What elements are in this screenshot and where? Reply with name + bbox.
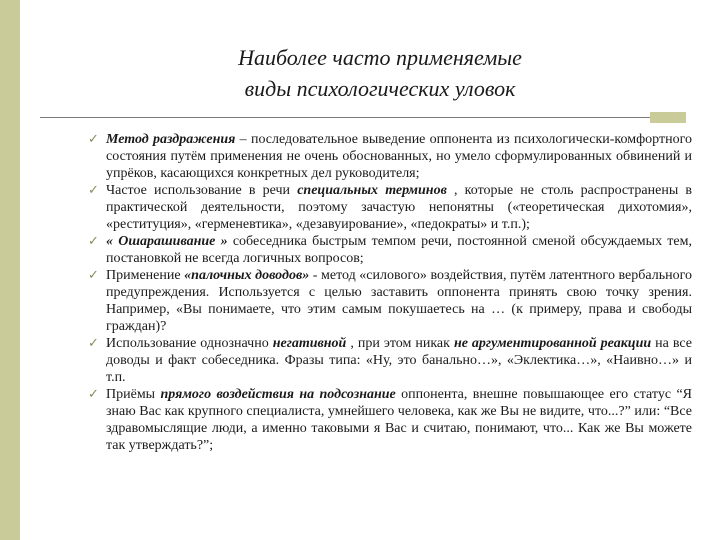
list-item <box>88 131 692 182</box>
list-item <box>88 182 692 233</box>
item-text: Применение <box>106 268 185 283</box>
emphasized-term: прямого воздействия на подсознание <box>160 387 396 402</box>
slide-title <box>60 42 700 104</box>
divider-accent-block <box>650 112 686 123</box>
list-item <box>88 386 692 454</box>
emphasized-term: «палочных доводов» <box>184 268 310 283</box>
title-line-1: Наиболее часто применяемые <box>238 45 522 70</box>
item-text: на все доводы и факт собеседника. Фразы типа: «Ну, это банально…», «Эклектика…», «Наивно…» и т.п. <box>106 336 692 385</box>
checkmark-bullet-icon: ✓ <box>88 234 99 249</box>
checkmark-bullet-icon: ✓ <box>88 268 99 283</box>
item-text: - метод «силового» воздействия, путём латентного вербального предупреждения. Используется с целью заставить оппонента принять свою точку зрения. Например, «Вы понимаете, что этим самым покушаетесь на … (к примеру, права и свободы граждан)? <box>106 268 692 334</box>
item-text: – последовательное выведение оппонента из психологически-комфортного состояния путём применения не очень обоснованных, но умело сформулированных обвинений и упрёков, касающихся конкретных дел руководителя; <box>106 132 692 181</box>
checkmark-bullet-icon: ✓ <box>88 387 99 402</box>
checkmark-bullet-icon: ✓ <box>88 183 99 198</box>
item-text: оппонента, внешне повышающее его статус “Я знаю Вас как крупного специалиста, умнейшего человека, как же Вы не видите, что...?” или: “Все здравомыслящие люди, а именно таковыми я Вас и считаю, понимают, что... Как же Вы можете так утверждать?”; <box>106 387 693 453</box>
left-accent-bar <box>0 0 20 540</box>
emphasized-term: не аргументированной реакции <box>453 336 652 351</box>
emphasized-term: специальных терминов <box>297 183 447 198</box>
item-text: , которые не столь распространены в практической деятельности, поэтому зачастую непонятны («теоретическая дихотомия», «реституция», «герменевтика», «дезавуирование», «педократы» и т.п.); <box>106 183 693 232</box>
item-text: , при этом никак <box>346 336 454 351</box>
checkmark-bullet-icon: ✓ <box>88 336 99 351</box>
list-item <box>88 335 692 386</box>
list-item <box>88 233 692 267</box>
item-text: собеседника быстрым темпом речи, постоянной сменой обсуждаемых тем, постановкой не всегда логичных вопросов; <box>106 234 692 266</box>
item-text: Использование однозначно <box>106 336 273 351</box>
item-text: Частое использование в речи <box>106 183 298 198</box>
list-item <box>88 267 692 335</box>
title-divider-line <box>40 117 650 118</box>
bullet-list <box>88 131 692 454</box>
title-line-2: виды психологических уловок <box>244 76 516 101</box>
checkmark-bullet-icon: ✓ <box>88 132 99 147</box>
emphasized-term: негативной <box>272 336 347 351</box>
item-text: Приёмы <box>106 387 161 402</box>
emphasized-term: « Ошарашивание » <box>106 234 228 249</box>
emphasized-term: Метод раздражения <box>106 132 236 147</box>
